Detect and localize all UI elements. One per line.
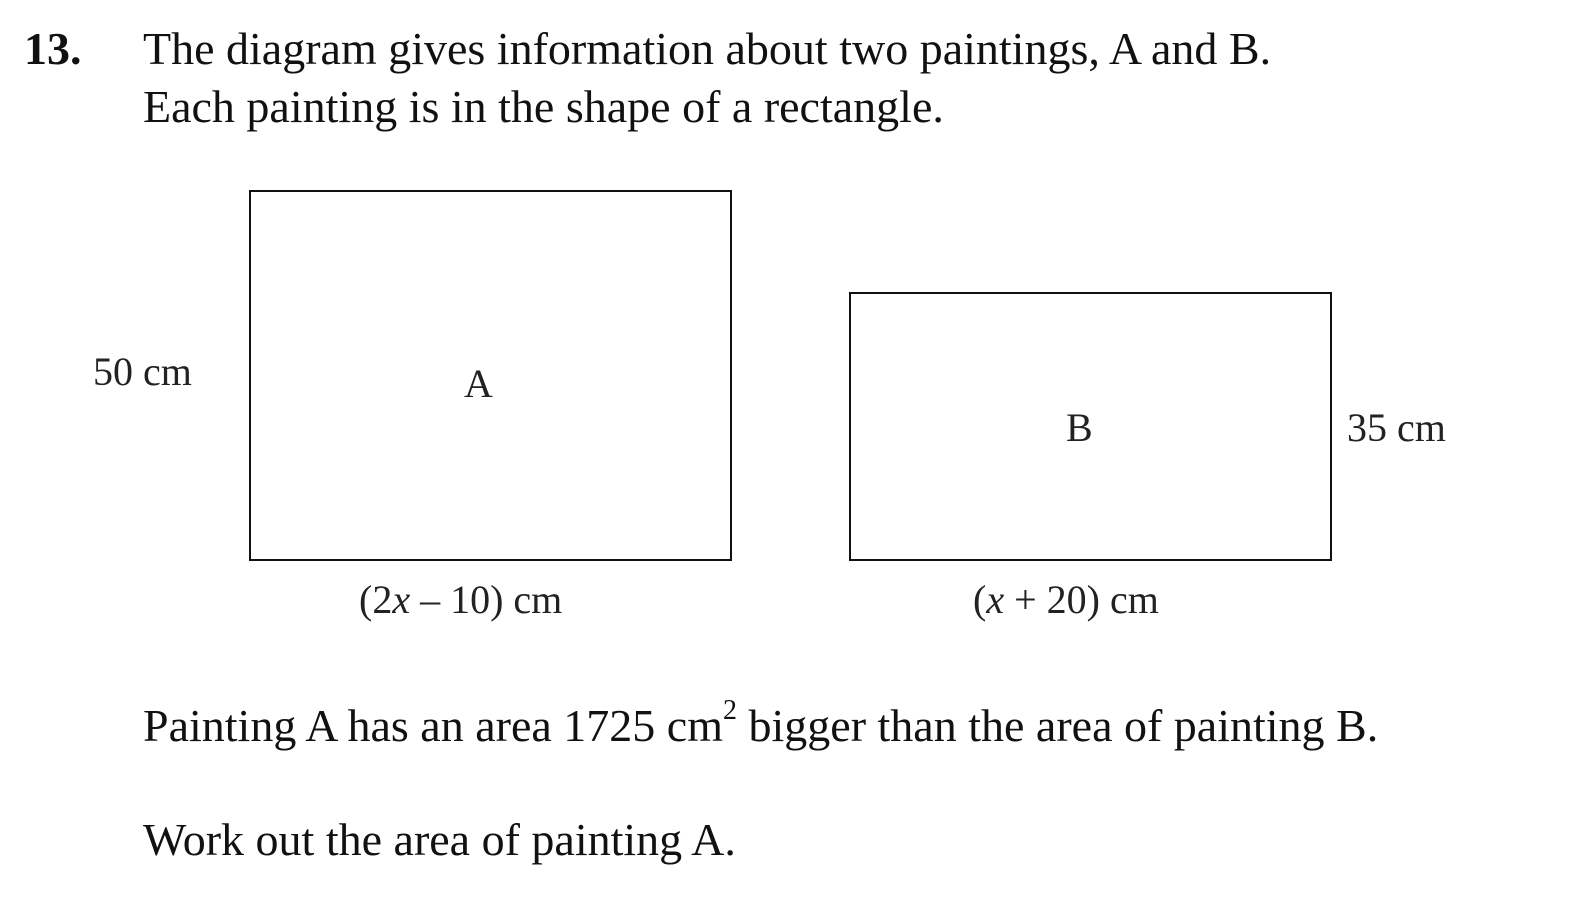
painting-a-label: A xyxy=(464,361,493,406)
question-intro xyxy=(143,20,1271,136)
painting-b-label: B xyxy=(1066,405,1093,450)
question-task: Work out the area of painting A. xyxy=(143,814,736,865)
painting-b-width xyxy=(973,576,1159,624)
painting-b-width-open: ( xyxy=(973,577,987,622)
painting-a-width-variable: x xyxy=(392,577,411,622)
area-statement xyxy=(143,697,1378,755)
intro-line-2: Each painting is in the shape of a rectangle. xyxy=(143,81,944,132)
painting-a-width xyxy=(359,576,562,624)
area-statement-after: bigger than the area of painting B. xyxy=(737,700,1379,751)
area-statement-superscript: 2 xyxy=(723,695,737,726)
painting-a-height: 50 cm xyxy=(93,349,192,394)
area-statement-before: Painting A has an area 1725 cm xyxy=(143,700,723,751)
painting-b-height: 35 cm xyxy=(1347,405,1446,450)
painting-a-width-open: (2 xyxy=(359,577,393,622)
painting-b-width-close: + 20) cm xyxy=(1004,577,1159,622)
question-number: 13. xyxy=(24,23,82,74)
painting-a-width-close: – 10) cm xyxy=(410,577,563,622)
painting-b-width-variable: x xyxy=(986,577,1005,622)
intro-line-1: The diagram gives information about two paintings, A and B. xyxy=(143,23,1272,74)
